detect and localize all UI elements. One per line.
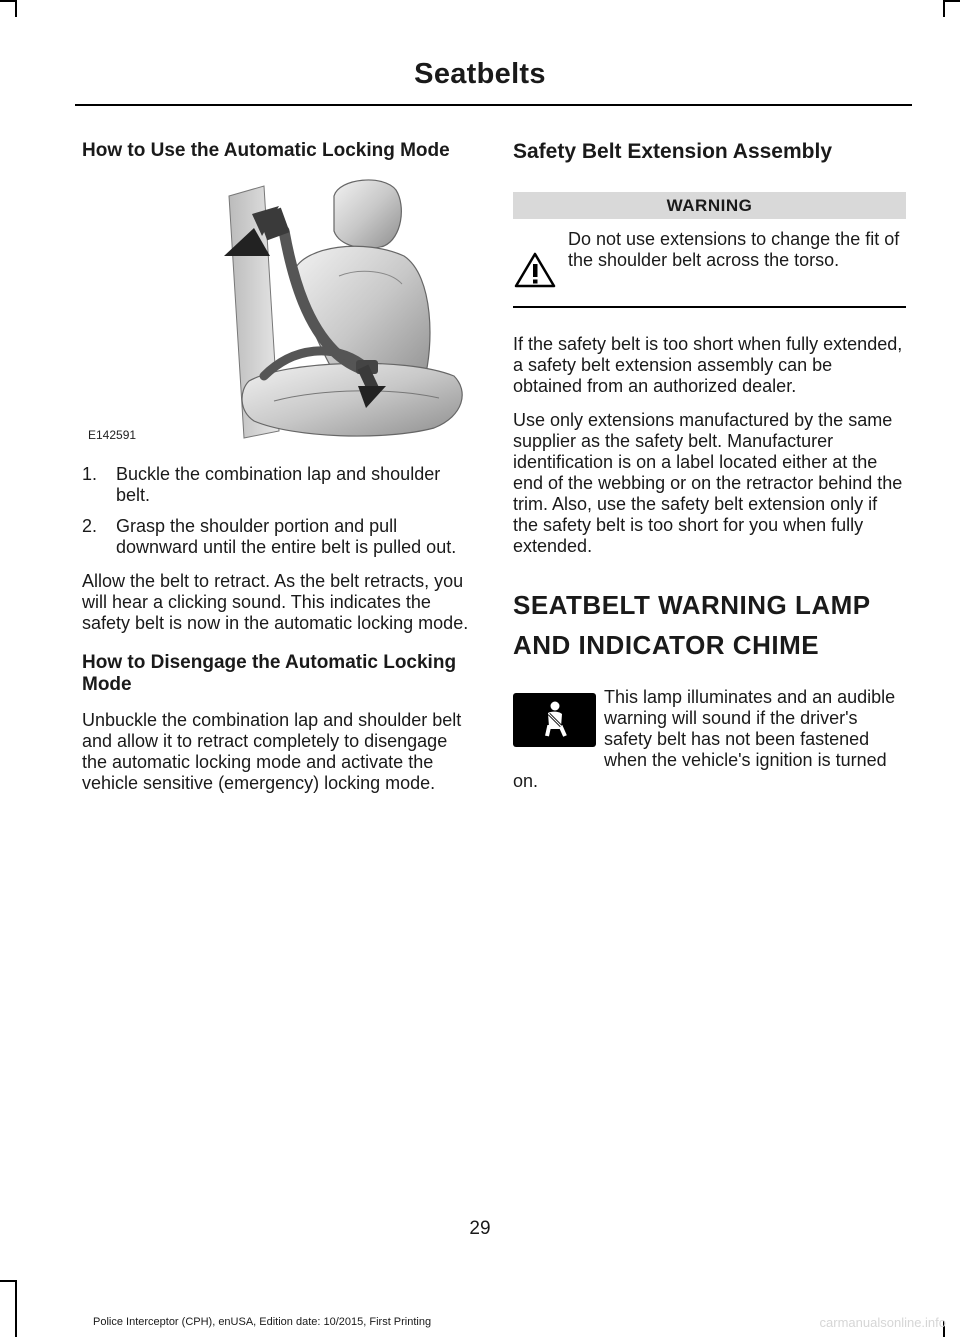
edition-info: Police Interceptor (CPH), enUSA, Edition date: 10/2015, First Printing (93, 1316, 432, 1328)
step-number: 2. (82, 516, 98, 536)
step-text: Buckle the combination lap and shoulder belt. (116, 464, 441, 505)
lamp-description (513, 687, 906, 805)
crop-mark (15, 0, 17, 17)
seatbelt-warning-icon (513, 693, 596, 747)
step-text: Grasp the shoulder portion and pull downward until the entire belt is pulled out. (116, 516, 457, 557)
crop-mark (943, 0, 945, 17)
heading-disengage: How to Disengage the Automatic Locking Mode (82, 652, 457, 695)
watermark: carmanualsonline.info (819, 1315, 946, 1330)
seat-illustration (82, 176, 474, 446)
warning-text: Do not use extensions to change the fit of the shoulder belt across the torso. (568, 229, 900, 270)
heading-automatic-locking: How to Use the Automatic Locking Mode (82, 140, 450, 161)
header-divider (75, 104, 912, 106)
heading-extension-assembly: Safety Belt Extension Assembly (513, 140, 832, 163)
warning-label: WARNING (513, 192, 906, 219)
right-column (513, 140, 906, 805)
list-item (82, 516, 474, 558)
page-number: 29 (469, 1218, 491, 1239)
disengage-paragraph: Unbuckle the combination lap and shoulder belt and allow it to retract completely to disengage the automatic locking mode and activate the vehicle sensitive (emergency) locking mode. (82, 710, 462, 793)
list-item (82, 464, 474, 506)
section-heading-warning-lamp (513, 585, 906, 665)
retract-paragraph: Allow the belt to retract. As the belt retracts, you will hear a clicking sound. This indicates the safety belt is now in the automatic locking mode. (82, 571, 469, 633)
warning-triangle-icon (513, 229, 568, 294)
left-column (82, 140, 474, 807)
section-heading-line: SEATBELT WARNING LAMP (513, 590, 871, 620)
warning-box (513, 229, 906, 308)
lamp-text: This lamp illuminates and an audible warning will sound if the driver's safety belt has not been fastened when the vehicle's ignition is turned on. (513, 687, 896, 791)
extension-paragraph-1: If the safety belt is too short when fully extended, a safety belt extension assembly can be obtained from an authorized dealer. (513, 334, 903, 396)
step-number: 1. (82, 464, 98, 484)
crop-mark (943, 0, 960, 2)
page-title: Seatbelts (414, 58, 546, 90)
crop-mark (15, 1280, 17, 1337)
seat-belt-illustration (134, 176, 474, 446)
steps-list (82, 464, 474, 558)
figure-code: E142591 (88, 428, 137, 442)
extension-paragraph-2: Use only extensions manufactured by the same supplier as the safety belt. Manufacturer identification is on a label located either at the end of the webbing or on the retractor behind the trim. Also, use the safety belt extension only if the safety belt is too short for you when fully extended. (513, 410, 903, 556)
section-heading-line: AND INDICATOR CHIME (513, 630, 820, 660)
